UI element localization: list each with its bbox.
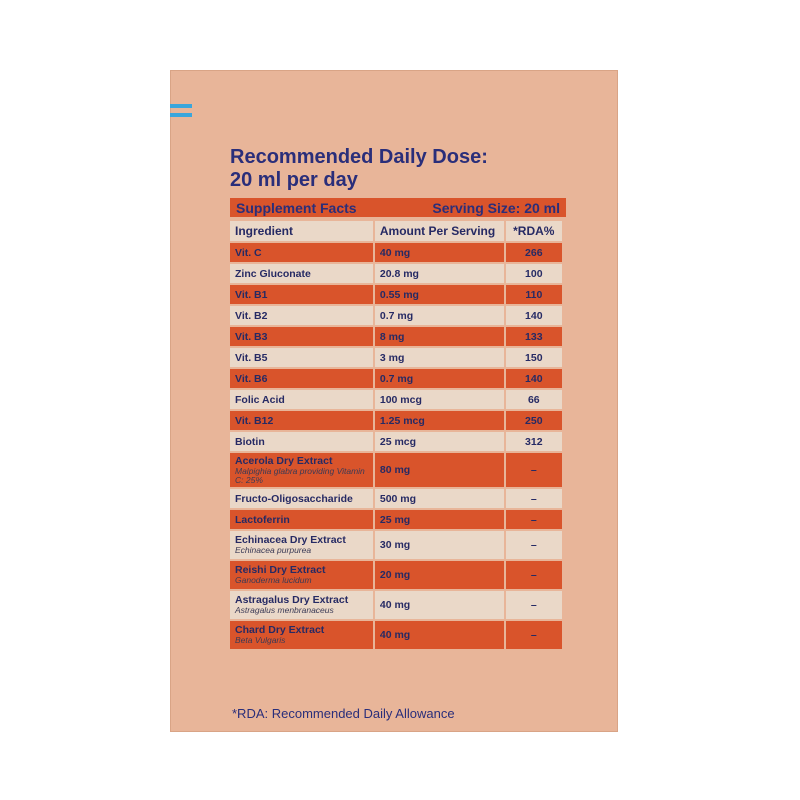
table-row [230,285,562,304]
rda-cell: – [506,489,562,508]
rda-cell: 150 [506,348,562,367]
ingredient-cell [230,621,373,649]
table-row [230,432,562,451]
ingredient-name: Echinacea Dry Extract [235,534,346,546]
ingredient-name: Vit. B5 [235,351,268,364]
rda-cell: – [506,591,562,619]
amount-cell: 0.7 mg [375,369,504,388]
amount-cell: 20.8 mg [375,264,504,283]
amount-cell: 100 mcg [375,390,504,409]
amount-cell: 25 mcg [375,432,504,451]
table-row [230,561,562,589]
amount-cell: 30 mg [375,531,504,559]
dose-heading [230,146,488,192]
dose-heading-line2: 20 ml per day [230,169,358,191]
rda-cell: 140 [506,306,562,325]
amount-cell: 500 mg [375,489,504,508]
column-header-ingredient: Ingredient [230,221,373,241]
rda-cell: 66 [506,390,562,409]
ingredient-source: Echinacea purpurea [235,545,312,555]
rda-cell: 266 [506,243,562,262]
ingredient-name: Vit. B1 [235,288,268,301]
amount-cell: 0.7 mg [375,306,504,325]
table-row [230,531,562,559]
rda-cell: 110 [506,285,562,304]
table-row [230,306,562,325]
ingredient-name: Zinc Gluconate [235,267,311,280]
amount-cell: 3 mg [375,348,504,367]
ingredient-cell [230,285,373,304]
table-body [230,243,562,649]
blue-print-marks [170,104,192,122]
rda-cell: – [506,531,562,559]
amount-cell: 20 mg [375,561,504,589]
ingredient-name: Vit. B6 [235,372,268,385]
ingredient-name: Chard Dry Extract [235,624,325,636]
ingredient-name: Biotin [235,435,265,448]
amount-cell: 40 mg [375,243,504,262]
rda-cell: 100 [506,264,562,283]
table-row [230,264,562,283]
table-row [230,327,562,346]
ingredient-name: Vit. B2 [235,309,268,322]
ingredient-name: Vit. B12 [235,414,274,427]
rda-cell: – [506,621,562,649]
ingredient-cell [230,306,373,325]
rda-cell: – [506,510,562,529]
ingredient-cell [230,561,373,589]
table-row [230,453,562,487]
supplement-facts-title: Supplement Facts [236,199,357,216]
table-row [230,621,562,649]
table-row [230,510,562,529]
rda-cell: 312 [506,432,562,451]
serving-size: Serving Size: 20 ml [432,199,560,216]
ingredient-source: Ganoderma lucidum [235,575,312,585]
amount-cell: 0.55 mg [375,285,504,304]
ingredient-cell [230,348,373,367]
ingredient-name: Vit. C [235,246,262,259]
ingredient-name: Fructo-Oligosaccharide [235,492,353,505]
amount-cell: 25 mg [375,510,504,529]
supplement-facts-header [230,198,566,217]
ingredient-source: Beta Vulgaris [235,635,286,645]
rda-cell: – [506,561,562,589]
print-mark [170,113,192,117]
ingredient-name: Folic Acid [235,393,285,406]
rda-cell: 140 [506,369,562,388]
column-header-amount: Amount Per Serving [375,221,504,241]
ingredient-cell [230,489,373,508]
ingredient-name: Astragalus Dry Extract [235,594,349,606]
ingredient-source: Astragalus menbranaceus [235,605,334,615]
ingredient-source: Malpighia glabra providing Vitamin C: 25% [235,465,365,485]
rda-footnote: *RDA: Recommended Daily Allowance [232,706,455,721]
amount-cell: 80 mg [375,453,504,487]
amount-cell: 8 mg [375,327,504,346]
ingredient-cell [230,264,373,283]
amount-cell: 40 mg [375,591,504,619]
rda-cell: 133 [506,327,562,346]
supplement-facts-table [228,219,564,651]
rda-cell: – [506,453,562,487]
print-mark [170,104,192,108]
table-row [230,489,562,508]
table-row [230,348,562,367]
ingredient-cell [230,591,373,619]
table-row [230,243,562,262]
amount-cell: 1.25 mcg [375,411,504,430]
ingredient-cell [230,390,373,409]
amount-cell: 40 mg [375,621,504,649]
ingredient-cell [230,411,373,430]
ingredient-cell [230,243,373,262]
ingredient-name: Reishi Dry Extract [235,564,326,576]
ingredient-name: Vit. B3 [235,330,268,343]
ingredient-cell [230,510,373,529]
table-row [230,411,562,430]
ingredient-cell [230,453,373,487]
table-row [230,390,562,409]
table-header-row [230,221,562,241]
label-card [170,70,618,732]
table-row [230,591,562,619]
column-header-rda: *RDA% [506,221,562,241]
ingredient-name: Acerola Dry Extract [235,454,333,467]
rda-cell: 250 [506,411,562,430]
table-row [230,369,562,388]
ingredient-cell [230,327,373,346]
ingredient-cell [230,531,373,559]
dose-heading-line1: Recommended Daily Dose: [230,146,488,168]
ingredient-cell [230,432,373,451]
ingredient-name: Lactoferrin [235,513,290,526]
ingredient-cell [230,369,373,388]
